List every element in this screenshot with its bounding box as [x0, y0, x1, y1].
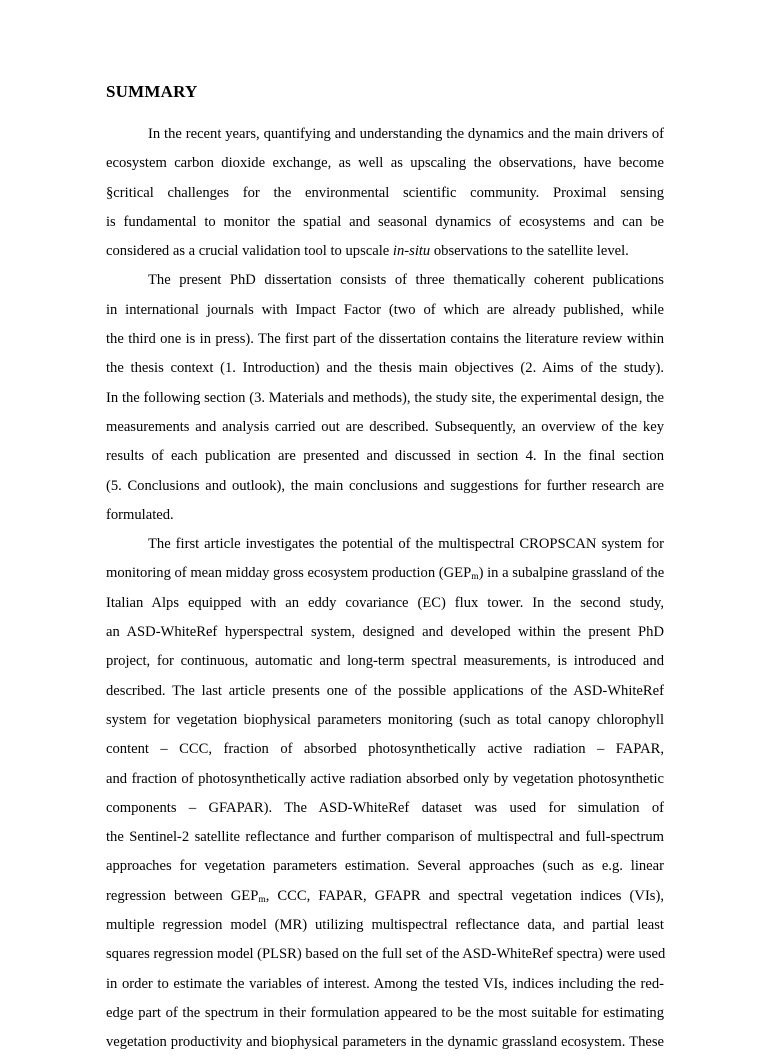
text-line: project, for continuous, automatic and long-term spectral measurements, is introduced and: [106, 653, 664, 670]
text-line: In the following section (3. Materials and methods), the study site, the experimental design, the: [106, 389, 664, 406]
text-line: ecosystem carbon dioxide exchange, as well as upscaling the observations, have become: [106, 155, 664, 172]
text-line: Italian Alps equipped with an eddy covariance (EC) flux tower. In the second study,: [106, 594, 664, 611]
section-heading: SUMMARY: [106, 82, 198, 101]
text-line: In the recent years, quantifying and understanding the dynamics and the main drivers of: [148, 126, 664, 142]
text-line: is fundamental to monitor the spatial and seasonal dynamics of ecosystems and can be: [106, 213, 664, 230]
text-line: in order to estimate the variables of interest. Among the tested VIs, indices including the red-: [106, 975, 664, 992]
text-line: in international journals with Impact Factor (two of which are already published, while: [106, 301, 664, 318]
text-line: content – CCC, fraction of absorbed photosynthetically active radiation – FAPAR,: [106, 741, 664, 758]
text-run: observations to the satellite level.: [430, 243, 629, 260]
text-line: [106, 882, 664, 911]
text-line: [106, 237, 664, 266]
text-line: described. The last article presents one of the possible applications of the ASD-WhiteRef: [106, 682, 664, 699]
text-line: components – GFAPAR). The ASD-WhiteRef dataset was used for simulation of: [106, 799, 664, 816]
text-line: (5. Conclusions and outlook), the main conclusions and suggestions for further research are: [106, 477, 664, 494]
text-line: multiple regression model (MR) utilizing multispectral reflectance data, and partial least: [106, 917, 664, 934]
text-run: ) in a subalpine grassland of the: [478, 565, 665, 582]
text-line: the Sentinel-2 satellite reflectance and further comparison of multispectral and full-spectrum: [106, 829, 664, 846]
italic-term: in-situ: [392, 243, 431, 260]
text-line: formulated.: [106, 506, 174, 523]
text-line: squares regression model (PLSR) based on the full set of the ASD-WhiteRef spectra) were used: [106, 946, 666, 963]
text-line: [106, 559, 664, 588]
text-line: the thesis context (1. Introduction) and the thesis main objectives (2. Aims of the study).: [106, 360, 664, 377]
text-line: The first article investigates the potential of the multispectral CROPSCAN system for: [148, 536, 664, 553]
summary-body: [106, 120, 664, 1058]
text-line: an ASD-WhiteRef hyperspectral system, designed and developed within the present PhD: [106, 624, 664, 641]
text-line: system for vegetation biophysical parameters monitoring (such as total canopy chlorophyll: [106, 711, 664, 728]
text-line: the third one is in press). The first part of the dissertation contains the literature review within: [106, 331, 664, 348]
text-run: regression between GEP: [106, 887, 259, 904]
text-line: measurements and analysis carried out are described. Subsequently, an overview of the key: [106, 418, 664, 435]
text-line: approaches for vegetation parameters estimation. Several approaches (such as e.g. linear: [106, 858, 664, 875]
subscript: m: [258, 894, 266, 905]
text-line: and fraction of photosynthetically active radiation absorbed only by vegetation photosynthetic: [106, 770, 664, 787]
text-line: vegetation productivity and biophysical parameters in the dynamic grassland ecosystem. These: [106, 1034, 664, 1051]
text-line: §critical challenges for the environmental scientific community. Proximal sensing: [106, 184, 664, 201]
text-run: monitoring of mean midday gross ecosystem production (GEP: [106, 565, 472, 582]
text-line: edge part of the spectrum in their formulation appeared to be the most suitable for estimating: [106, 1004, 664, 1021]
text-run: considered as a crucial validation tool to upscale: [106, 243, 393, 260]
subscript: m: [471, 572, 479, 583]
text-line: The present PhD dissertation consists of three thematically coherent publications: [148, 272, 664, 289]
text-line: results of each publication are presented and discussed in section 4. In the final section: [106, 448, 664, 465]
text-run: , CCC, FAPAR, GFAPR and spectral vegetation indices (VIs),: [265, 887, 664, 904]
